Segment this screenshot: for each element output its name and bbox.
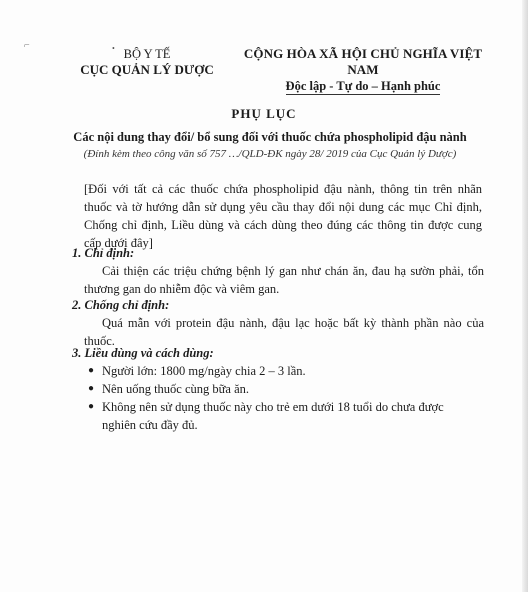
dot-mark: • xyxy=(112,44,115,53)
issuing-agency xyxy=(72,46,222,78)
ministry-name: BỘ Y TẾ xyxy=(123,47,171,61)
list-item-text: Nên uống thuốc cùng bữa ăn. xyxy=(102,382,250,396)
national-header xyxy=(228,46,498,95)
section-indication-heading: 1. Chỉ định: xyxy=(72,246,135,260)
department-name: CỤC QUẢN LÝ DƯỢC xyxy=(80,62,214,77)
bullet-icon: ● xyxy=(88,401,95,412)
list-item-text: Người lớn: 1800 mg/ngày chia 2 – 3 lần. xyxy=(102,364,306,378)
section-dosage-heading: 3. Liều dùng và cách dùng: xyxy=(72,346,214,360)
intro-paragraph: [Đối với tất cả các thuốc chứa phospholipid đậu nành, thông tin trên nhãn thuốc và tờ hướng dẫn sử dụng yêu cầu thay đổi nội dung các mục Chỉ định, Chống chỉ định, Liều dùng và cách dùng theo đúng các thông tin được cung cấp dưới đây] xyxy=(84,182,482,250)
national-motto: Độc lập - Tự do – Hạnh phúc xyxy=(285,79,441,93)
dosage-list xyxy=(88,362,478,434)
bullet-icon: ● xyxy=(88,365,95,376)
section-contraindication-text: Quá mẫn với protein đậu nành, đậu lạc hoặc bất kỳ thành phần nào của thuốc. xyxy=(84,316,484,348)
country-name: CỘNG HÒA XÃ HỘI CHỦ NGHĨA VIỆT NAM xyxy=(243,46,483,77)
document-subtitle: Các nội dung thay đổi/ bổ sung đối với thuốc chứa phospholipid đậu nành xyxy=(73,130,467,144)
section-indication-text: Cải thiện các triệu chứng bệnh lý gan như chán ăn, đau hạ sườn phải, tổn thương gan do nhiễm độc và viêm gan. xyxy=(84,264,484,296)
list-item-text: Không nên sử dụng thuốc này cho trẻ em dưới 18 tuổi do chưa được nghiên cứu đầy đủ. xyxy=(102,400,444,432)
bullet-icon: ● xyxy=(88,383,95,394)
list-item xyxy=(88,398,478,434)
document-title: PHỤ LỤC xyxy=(231,106,297,121)
reference-line: (Đính kèm theo công văn số 757 …/QLD-ĐK ngày 28/ 2019 của Cục Quản lý Dược) xyxy=(83,148,457,160)
page-edge-shadow xyxy=(522,0,528,592)
scan-mark: ⌐ xyxy=(24,40,30,51)
section-contraindication-heading: 2. Chống chỉ định: xyxy=(72,298,170,312)
list-item xyxy=(88,362,478,380)
list-item xyxy=(88,380,478,398)
